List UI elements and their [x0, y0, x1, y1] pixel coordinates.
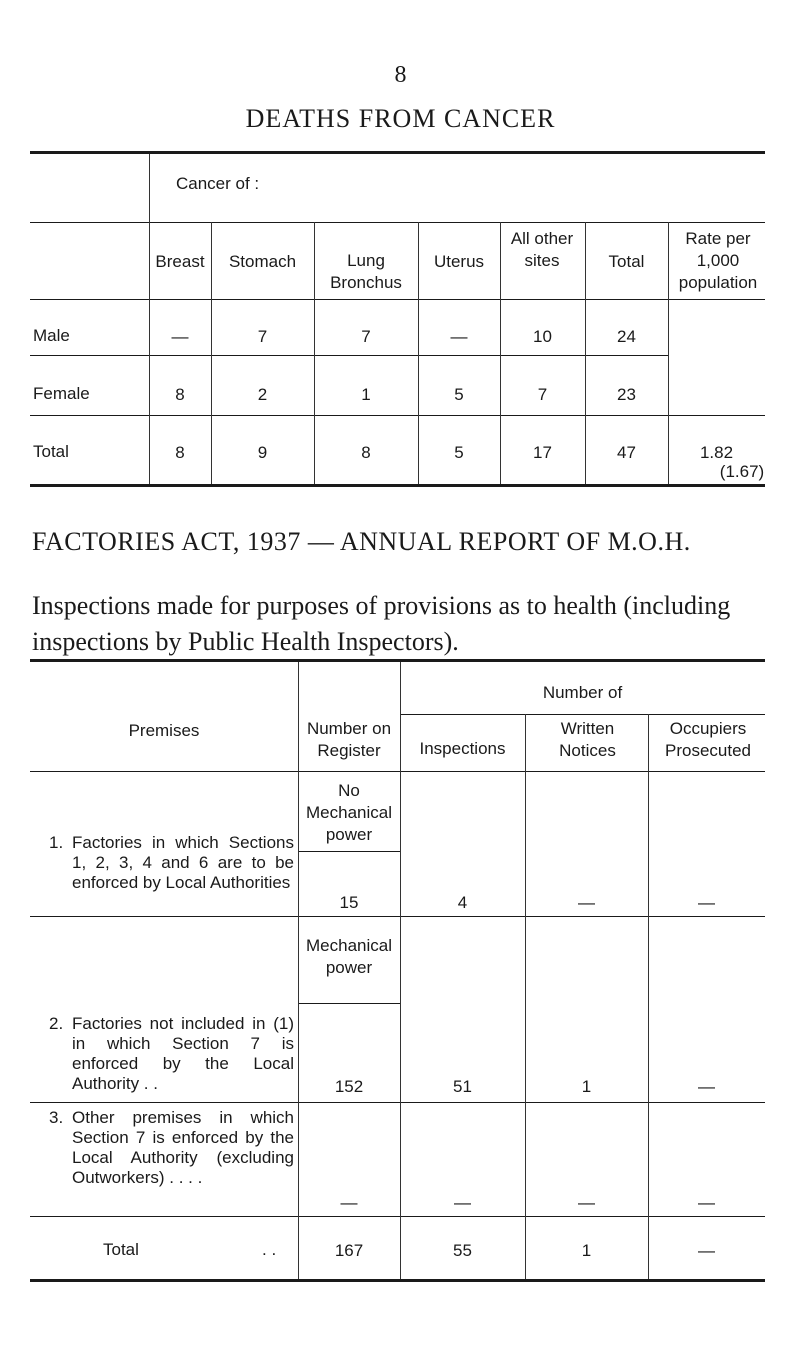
column-header: Uterus — [433, 252, 485, 271]
notices-value: — — [578, 893, 595, 912]
inspections-value: 51 — [453, 1077, 472, 1096]
premises-number: 3. — [49, 1108, 64, 1127]
table-cell: 8 — [361, 443, 371, 462]
cancer-table-title: DEATHS FROM CANCER — [245, 104, 556, 133]
table-cell: 7 — [537, 385, 548, 404]
table-bottom-rule — [30, 1279, 765, 1282]
premises-item-1 — [49, 833, 294, 893]
rate-note: (1.67) — [719, 462, 765, 481]
table-top-rule — [30, 659, 765, 662]
notices-value: — — [578, 1193, 595, 1212]
inspections-value: — — [454, 1193, 471, 1212]
table-cell: 7 — [257, 327, 268, 346]
notices-total: 1 — [581, 1241, 592, 1260]
row-label-male: Male — [33, 326, 70, 345]
table-bottom-rule — [30, 484, 765, 487]
column-header: Total — [608, 252, 645, 271]
table-rule — [298, 851, 400, 852]
factories-subtitle: Inspections made for purposes of provisions as to health (including inspections by Public Health Inspectors). — [32, 591, 731, 656]
premises-text: Other premises in which Section 7 is enforced by the Local Authority (excluding Outworkers) . . . . — [72, 1108, 294, 1187]
table-rule — [30, 916, 765, 917]
power-label: Mechanical power — [306, 936, 392, 977]
table-cell: 8 — [175, 443, 185, 462]
table-cell: 7 — [361, 327, 371, 346]
total-dots: . . — [262, 1240, 277, 1259]
table-rule — [30, 222, 765, 223]
table-col-rule — [149, 154, 150, 484]
table-rule — [400, 714, 765, 715]
inspections-value: 4 — [457, 893, 468, 912]
premises-text: Factories in which Sections 1, 2, 3, 4 and 6 are to be enforced by Local Authorities — [72, 833, 294, 892]
rate-value: 1.82 — [699, 443, 734, 462]
premises-text: Factories not included in (1) in which Section 7 is enforced by the Local Authority . . — [72, 1014, 294, 1093]
table-cell: 17 — [533, 443, 552, 462]
table-rule — [30, 1216, 765, 1217]
register-value: — — [340, 1193, 358, 1212]
table-cell: 1 — [361, 385, 371, 404]
column-header: Stomach — [228, 252, 297, 271]
inspections-total: 55 — [453, 1241, 472, 1260]
table-cell: 47 — [617, 443, 636, 462]
row-label-total: Total — [33, 442, 69, 461]
column-header: Breast — [155, 252, 205, 271]
table-cell: 2 — [257, 385, 268, 404]
power-label: No Mechanical power — [306, 781, 392, 844]
table-col-rule — [298, 662, 299, 1279]
page-number: 8 — [394, 62, 407, 88]
premises-number: 2. — [49, 1014, 64, 1033]
premises-item-2 — [49, 1014, 294, 1094]
table-cell: 5 — [454, 385, 464, 404]
number-of-header: Number of — [542, 683, 623, 702]
column-header: All other sites — [510, 229, 574, 270]
register-total: 167 — [334, 1241, 364, 1260]
table-cell: — — [171, 327, 189, 346]
row-label-female: Female — [33, 384, 90, 403]
premises-item-3 — [49, 1108, 294, 1188]
prosecuted-value: — — [698, 1193, 715, 1212]
table-rule — [30, 1102, 765, 1103]
table-rule — [30, 299, 765, 300]
table-top-rule — [30, 151, 765, 154]
premises-number: 1. — [49, 833, 64, 852]
factories-title: FACTORIES ACT, 1937 — ANNUAL REPORT OF M.O.H. — [32, 527, 691, 556]
table-cell: 10 — [533, 327, 552, 346]
register-header: Number on Register — [306, 719, 392, 760]
table-rule — [30, 415, 765, 416]
column-header: Lung Bronchus — [330, 251, 402, 292]
prosecuted-total: — — [698, 1241, 715, 1260]
prosecuted-header: Occupiers Prosecuted — [665, 719, 751, 760]
inspections-header: Inspections — [419, 739, 506, 758]
table-rule — [298, 1003, 400, 1004]
prosecuted-value: — — [698, 893, 715, 912]
register-value: 15 — [339, 893, 359, 912]
table-rule — [30, 771, 765, 772]
premises-header: Premises — [128, 721, 200, 740]
register-value: 152 — [334, 1077, 364, 1096]
written-notices-header: Written Notices — [559, 719, 616, 760]
table-cell: 8 — [175, 385, 185, 404]
prosecuted-value: — — [698, 1077, 715, 1096]
column-header: Rate per 1,000 population — [678, 229, 758, 292]
table-cell: 24 — [617, 327, 636, 346]
table-rule — [30, 355, 668, 356]
cancer-group-header: Cancer of : — [176, 174, 260, 193]
table-cell: 5 — [454, 443, 464, 462]
table-cell: 23 — [617, 385, 636, 404]
total-label: Total — [103, 1240, 139, 1259]
notices-value: 1 — [581, 1077, 592, 1096]
table-cell: — — [450, 327, 468, 346]
table-cell: 9 — [257, 443, 268, 462]
